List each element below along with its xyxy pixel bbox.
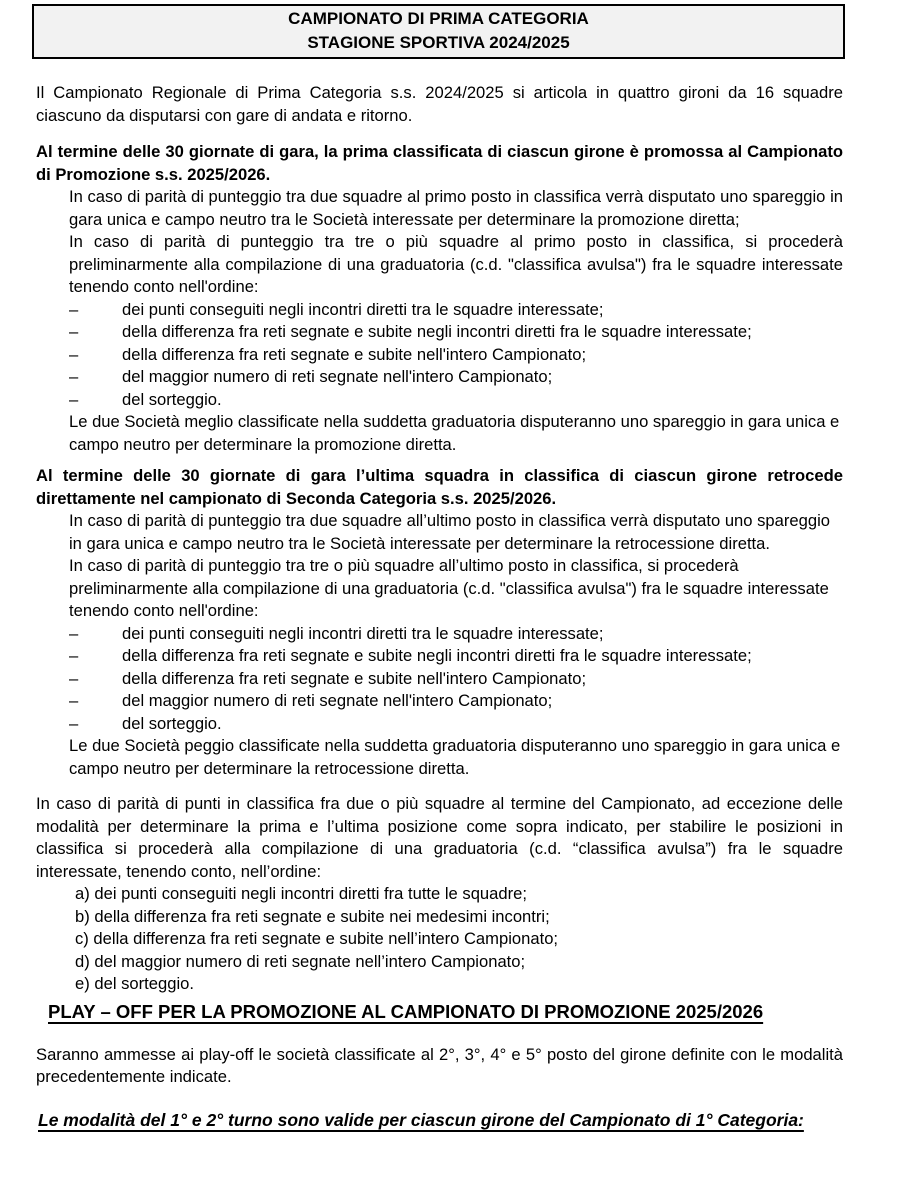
dash-bullet: – [69,713,79,733]
relegation-tie-two-paragraph: In caso di parità di punteggio tra due squadre all’ultimo posto in classifica verrà disputato uno spareggio in gara unica e campo neutro tra le Società interessate per determinare la retrocessione diretta. [69,511,831,553]
playoff-rounds-note [38,1108,843,1133]
list-item [36,299,843,322]
list-item-text: dei punti conseguiti negli incontri diretti tra le squadre interessate; [122,623,604,643]
list-item [36,623,843,646]
list-item-text: del sorteggio. [122,713,222,733]
dash-bullet: – [69,646,79,665]
list-item [36,645,843,668]
dash-bullet: – [69,344,79,364]
list-item: e) del sorteggio. [75,974,194,993]
list-item [36,668,843,691]
list-item-text: del sorteggio. [122,389,222,409]
dash-bullet: – [69,668,79,688]
promotion-heading: Al termine delle 30 giornate di gara, la prima classificata di ciascun girone è promossa al Campionato di Promozione s.s. 2025/2026. [36,142,843,184]
relegation-criteria-list [36,623,843,736]
avulsa-criteria-list [36,883,843,996]
intro-paragraph: Il Campionato Regionale di Prima Categoria s.s. 2024/2025 si articola in quattro gironi da 16 squadre ciascuno da disputarsi con gare di andata e ritorno. [36,83,843,125]
list-item: b) della differenza fra reti segnate e subite nei medesimi incontri; [75,906,550,926]
dash-bullet: – [69,367,79,386]
dash-bullet: – [69,623,79,643]
list-item-text: della differenza fra reti segnate e subite nell'intero Campionato; [122,344,587,364]
dash-bullet: – [69,322,79,341]
list-item-text: dei punti conseguiti negli incontri diretti tra le squadre interessate; [122,299,604,319]
list-item [36,389,843,412]
list-item [36,690,843,713]
promotion-criteria-list [36,299,843,412]
list-item-text: della differenza fra reti segnate e subite nell'intero Campionato; [122,668,587,688]
dash-bullet: – [69,299,79,319]
relegation-heading: Al termine delle 30 giornate di gara l’ultima squadra in classifica di ciascun girone retrocede direttamente nel campionato di Seconda Categoria s.s. 2025/2026. [36,466,843,508]
list-item [36,366,843,389]
title-line-2: STAGIONE SPORTIVA 2024/2025 [307,33,570,52]
list-item: c) della differenza fra reti segnate e subite nell’intero Campionato; [75,929,559,948]
title-line-1: CAMPIONATO DI PRIMA CATEGORIA [288,9,589,28]
promotion-tie-two-paragraph: In caso di parità di punteggio tra due squadre al primo posto in classifica verrà disputato uno spareggio in gara unica e campo neutro tra le Società interessate per determinare la promozione diretta; [69,187,843,229]
playoff-heading-text: PLAY – OFF PER LA PROMOZIONE AL CAMPIONATO DI PROMOZIONE 2025/2026 [48,1000,764,1022]
list-item-text: del maggior numero di reti segnate nell'intero Campionato; [122,691,553,710]
relegation-tie-three-paragraph: In caso di parità di punteggio tra tre o più squadre all’ultimo posto in classifica, si procederà preliminarmente alla compilazione di una graduatoria (c.d. "classifica avulsa") fra le squadre interessate tenendo conto nell'ordine: [69,556,829,620]
list-item [36,344,843,367]
list-item: a) dei punti conseguiti negli incontri diretti fra tutte le squadre; [75,884,527,903]
dash-bullet: – [69,691,79,710]
list-item-text: del maggior numero di reti segnate nell'intero Campionato; [122,367,553,386]
title-box [32,4,845,59]
list-item: d) del maggior numero di reti segnate nell’intero Campionato; [75,951,526,971]
playoff-rounds-note-text: Le modalità del 1° e 2° turno sono valide per ciascun girone del Campionato di 1° Categoria: [38,1109,804,1130]
dash-bullet: – [69,389,79,409]
promotion-closing-paragraph: Le due Società meglio classificate nella suddetta graduatoria disputeranno uno spareggio in gara unica e campo neutro per determinare la promozione diretta. [69,412,840,454]
promotion-tie-three-paragraph: In caso di parità di punteggio tra tre o più squadre al primo posto in classifica, si procederà preliminarmente alla compilazione di una graduatoria (c.d. "classifica avulsa") fra le squadre interessate tenendo conto nell'ordine: [69,232,843,296]
list-item-text: della differenza fra reti segnate e subite negli incontri diretti fra le squadre interessate; [122,322,752,341]
list-item [36,713,843,736]
list-item-text: della differenza fra reti segnate e subite negli incontri diretti fra le squadre interessate; [122,646,752,665]
playoff-admission-paragraph: Saranno ammesse ai play-off le società classificate al 2°, 3°, 4° e 5° posto del girone definite con le modalità precedentemente indicate. [36,1044,843,1086]
playoff-heading [48,999,843,1025]
list-item [36,321,843,344]
avulsa-paragraph: In caso di parità di punti in classifica fra due o più squadre al termine del Campionato, ad eccezione delle modalità per determinare la prima e l’ultima posizione come sopra indicato, per stabilire le posizioni in classifica si procederà alla compilazione di una graduatoria (c.d. “classifica avulsa”) fra le squadre interessate, tenendo conto, nell’ordine: [36,794,843,881]
relegation-closing-paragraph: Le due Società peggio classificate nella suddetta graduatoria disputeranno uno spareggio in gara unica e campo neutro per determinare la retrocessione diretta. [69,736,841,778]
